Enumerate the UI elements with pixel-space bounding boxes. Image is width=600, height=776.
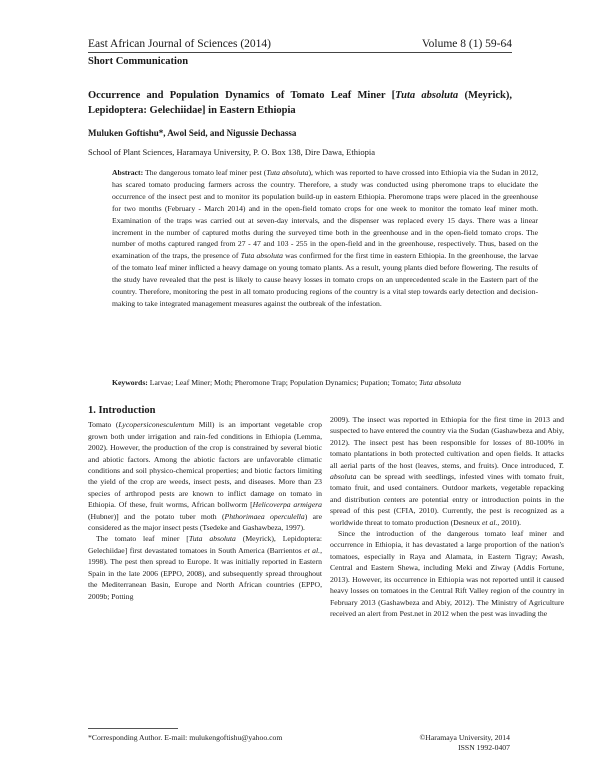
intro-paragraph-1 <box>88 419 322 533</box>
keywords <box>112 377 538 389</box>
abstract <box>112 167 538 310</box>
para-italic: Helicoverpa armigera <box>252 500 322 510</box>
para-text: The tomato leaf miner [ <box>96 534 189 544</box>
keywords-text: Larvae; Leaf Miner; Moth; Pheromone Trap; Population Dynamics; Pupation; Tomato; <box>147 378 419 387</box>
title-species: Tuta absoluta <box>395 90 459 101</box>
introduction-heading: 1. Introduction <box>88 405 156 416</box>
para-text: (Meyrick), Lepidoptera: Gelechiidae] first devastated tomatoes in South America (Barrientos <box>88 534 323 555</box>
section-type: Short Communication <box>88 56 189 67</box>
intro-paragraph-3 <box>330 414 564 528</box>
intro-paragraph-4: Since the introduction of the dangerous tomato leaf miner and occurrence in Ethiopia, it has devastated a large proportion of the nation's tomatoes, especially in Raya and Alamata, in Eastern Tigray; Awash, Central and Eastern Shewa, including Meki and Ziway (Addis Fortune, 2013). However, its occurrence in Ethiopia was not reported until it caused heavy losses on tomatoes in the Central Rift Valley region of the country in February 2013 (Gashawbeza and Abiy, 2012). The Ministry of Agriculture received an alert from Pest.net in 2012 when the pest was invading the <box>330 529 564 618</box>
footnote-divider <box>88 728 178 729</box>
para-text: Tomato ( <box>88 420 119 430</box>
right-column <box>330 414 564 619</box>
affiliation: School of Plant Sciences, Haramaya University, P. O. Box 138, Dire Dawa, Ethiopia <box>88 147 375 157</box>
title-part: Occurrence and Population Dynamics of Tomato Leaf Miner [ <box>88 90 396 101</box>
para-italic: Tuta absoluta <box>188 534 236 544</box>
running-header <box>88 38 512 53</box>
article-title <box>88 88 512 118</box>
abstract-text: The dangerous tomato leaf miner pest ( <box>143 168 267 177</box>
para-text: Mill) is an important vegetable crop grown both under irrigation and rain-fed conditions in Ethiopia (Lemma, 2002). However, the production of the crop is constrained by several biotic and abiotic factors. Among the abiotic factors are unfavorable climatic conditions and soil physico-chemical properties; and biotic factors limiting the yield of the crop are weeds, insect pests, and diseases. More than 23 species of arthropod pests are known to inflict damage on tomato in Ethiopia. Of these, fruit worms, African bollworm [ <box>88 420 323 510</box>
para-text: 2009). The insect was reported in Ethiopia for the first time in 2013 and suspected to have entered the country via the Sudan (Gashawbeza and Abiy, 2012). The insect pest has been responsible for losses of 80-100% in tomato plantations in both protected cultivation and open fields. It attacks all aerial parts of the host (leaves, stems, and fruits). Once introduced, <box>330 415 564 470</box>
abstract-label: Abstract: <box>112 168 144 177</box>
abstract-text: ), which was reported to have crossed into Ethiopia via the Sudan in 2012, has scared tomato producing farmers across the country. Therefore, a study was conducted using pheromone traps to elucidate the occurrence of the insect pest and to monitor its population build-up in eastern Ethiopia. Pheromone traps were placed in the greenhouse for two months (February - March 2014) and in the open-field tomato crops for one week to monitor the tomato leaf miner moth. Examination of the traps was carried out at seven-day intervals, and the dispenser was replaced every 15 days. There was a linear increment in the number of captured moths during the surveyed time both in the greenhouse and in the open-field tomato crops. The number of moths captured ranged from 27 - 47 and 103 - 255 in the open-field and in the greenhouse, respectively. Thus, based on the examination of the traps, the presence of <box>112 168 539 261</box>
para-text: , 1998). The pest then spread to Europe. It was initially reported in Eastern Spain in the late 2006 (EPPO, 2008), and subsequently spread throughout the Mediterranean Basin, Europe and North African countries (EPPO, 2009b; Potting <box>88 545 322 601</box>
title-part: (Meyrick), Lepidoptera: Gelechiidae] in Eastern Ethiopia <box>88 90 512 116</box>
para-text: (Hubner)] and the potato tuber moth ( <box>88 511 225 521</box>
volume-pages: Volume 8 (1) 59-64 <box>421 38 512 50</box>
copyright-line: ©Haramaya University, 2014 <box>419 733 510 742</box>
para-italic: et al. <box>304 545 321 555</box>
author-list: Muluken Goftishu*, Awol Seid, and Nigussie Dechassa <box>88 128 297 138</box>
para-italic: Lycopersiconesculentum <box>118 420 195 430</box>
abstract-text: was confirmed for the first time in eastern Ethiopia. In the greenhouse, the larvae of the tomato leaf miner inflicted a heavy damage on young tomato plants. As a result, young plants died before flowering. The results of the study have revealed that the pest is likely to cause heavy losses in tomato crops on an unprecedented scale in the Eastern part of the country. Therefore, monitoring the pest in all tomato producing regions of the country is a vital step towards early detection and decision-making to take integrated management measures against the outbreak of the infestation. <box>112 251 539 308</box>
abstract-italic: Tuta absoluta <box>266 168 309 177</box>
para-text: ) are considered as the major insect pests (Tsedeke and Gashawbeza, 1997). <box>88 511 322 533</box>
intro-paragraph-2 <box>88 533 322 601</box>
left-column <box>88 405 322 602</box>
para-italic: Phthorimaea operculella <box>224 511 305 521</box>
copyright-block <box>419 733 510 753</box>
para-text: can be spread with seedlings, infested vines with tomato fruit, tomato fruit, and used containers. Outdoor markets, vegetable repacking and distribution centers are potential entry or introduction points in the spread of this pest (CFIA, 2010). Currently, the pest is recognized as a worldwide threat to tomato production (Desneux <box>330 472 564 527</box>
keywords-italic: Tuta absoluta <box>419 378 462 387</box>
journal-name: East African Journal of Sciences (2014) <box>88 38 271 50</box>
issn-line: ISSN 1992-0407 <box>458 743 510 752</box>
corresponding-author-footnote: *Corresponding Author. E-mail: mulukengoftishu@yahoo.com <box>88 733 283 742</box>
para-text: , 2010). <box>497 517 522 527</box>
para-italic: T. absoluta <box>330 460 564 482</box>
abstract-italic: Tuta absoluta <box>240 251 283 261</box>
keywords-label: Keywords: <box>112 378 148 387</box>
para-italic: et al. <box>482 517 498 527</box>
